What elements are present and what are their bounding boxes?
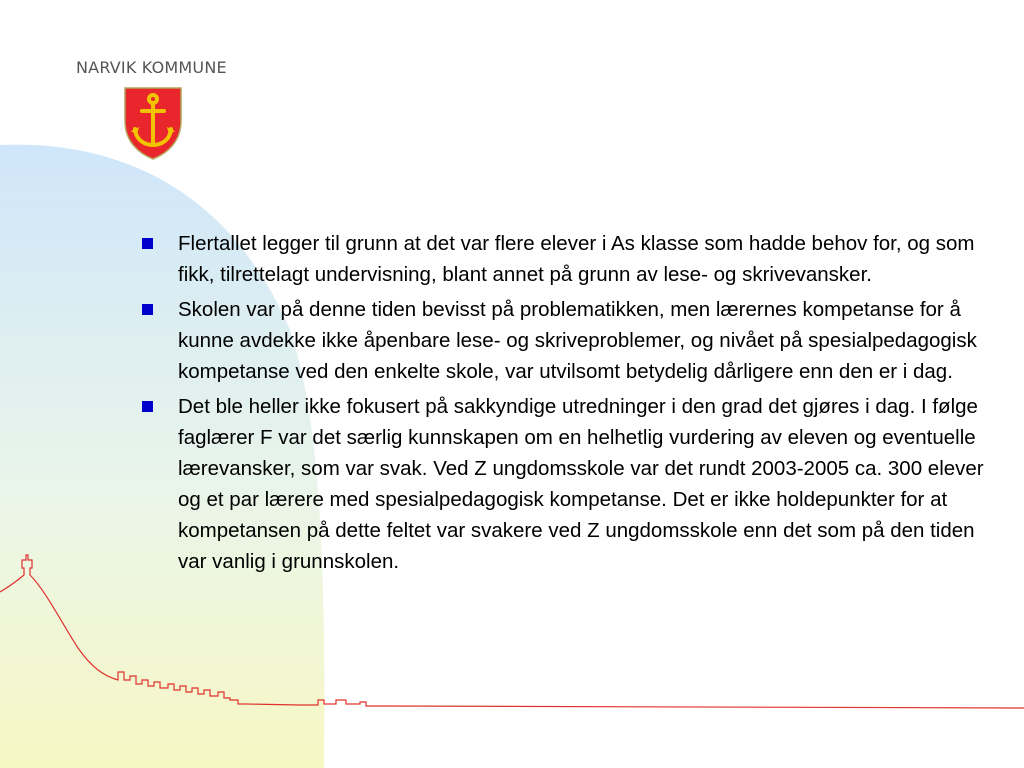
bullet-list <box>138 228 998 581</box>
anchor-coat-of-arms-icon <box>122 85 184 161</box>
square-bullet-icon <box>142 401 153 412</box>
square-bullet-icon <box>142 238 153 249</box>
square-bullet-icon <box>142 304 153 315</box>
org-name: NARVIK KOMMUNE <box>76 58 227 77</box>
bullet-item <box>138 294 998 387</box>
bullet-item <box>138 228 998 290</box>
bullet-text: Flertallet legger til grunn at det var flere elever i As klasse som hadde behov for, og som fikk, tilrettelagt undervisning, blant annet på grunn av lese- og skrivevansker. <box>178 232 975 286</box>
bullet-text: Det ble heller ikke fokusert på sakkyndige utredninger i den grad det gjøres i dag. I følge faglærer F var det særlig kunnskapen om en helhetlig vurdering av eleven og eventuelle lærevansker, som var svak. Ved Z ungdomsskole var det rundt 2003-2005 ca. 300 elever og et par lærere med spesialpedagogisk kompetanse. Det er ikke holdepunkter for at kompetansen på dette feltet var svakere ved Z ungdomsskole enn det som på den tiden var vanlig i grunnskolen. <box>178 395 984 573</box>
header <box>76 58 227 77</box>
bullet-text: Skolen var på denne tiden bevisst på problematikken, men lærernes kompetanse for å kunne avdekke ikke åpenbare lese- og skriveproblemer, og nivået på spesialpedagogisk kompetanse ved den enkelte skole, var utvilsomt betydelig dårligere enn den er i dag. <box>178 298 977 383</box>
bullet-item <box>138 391 998 577</box>
